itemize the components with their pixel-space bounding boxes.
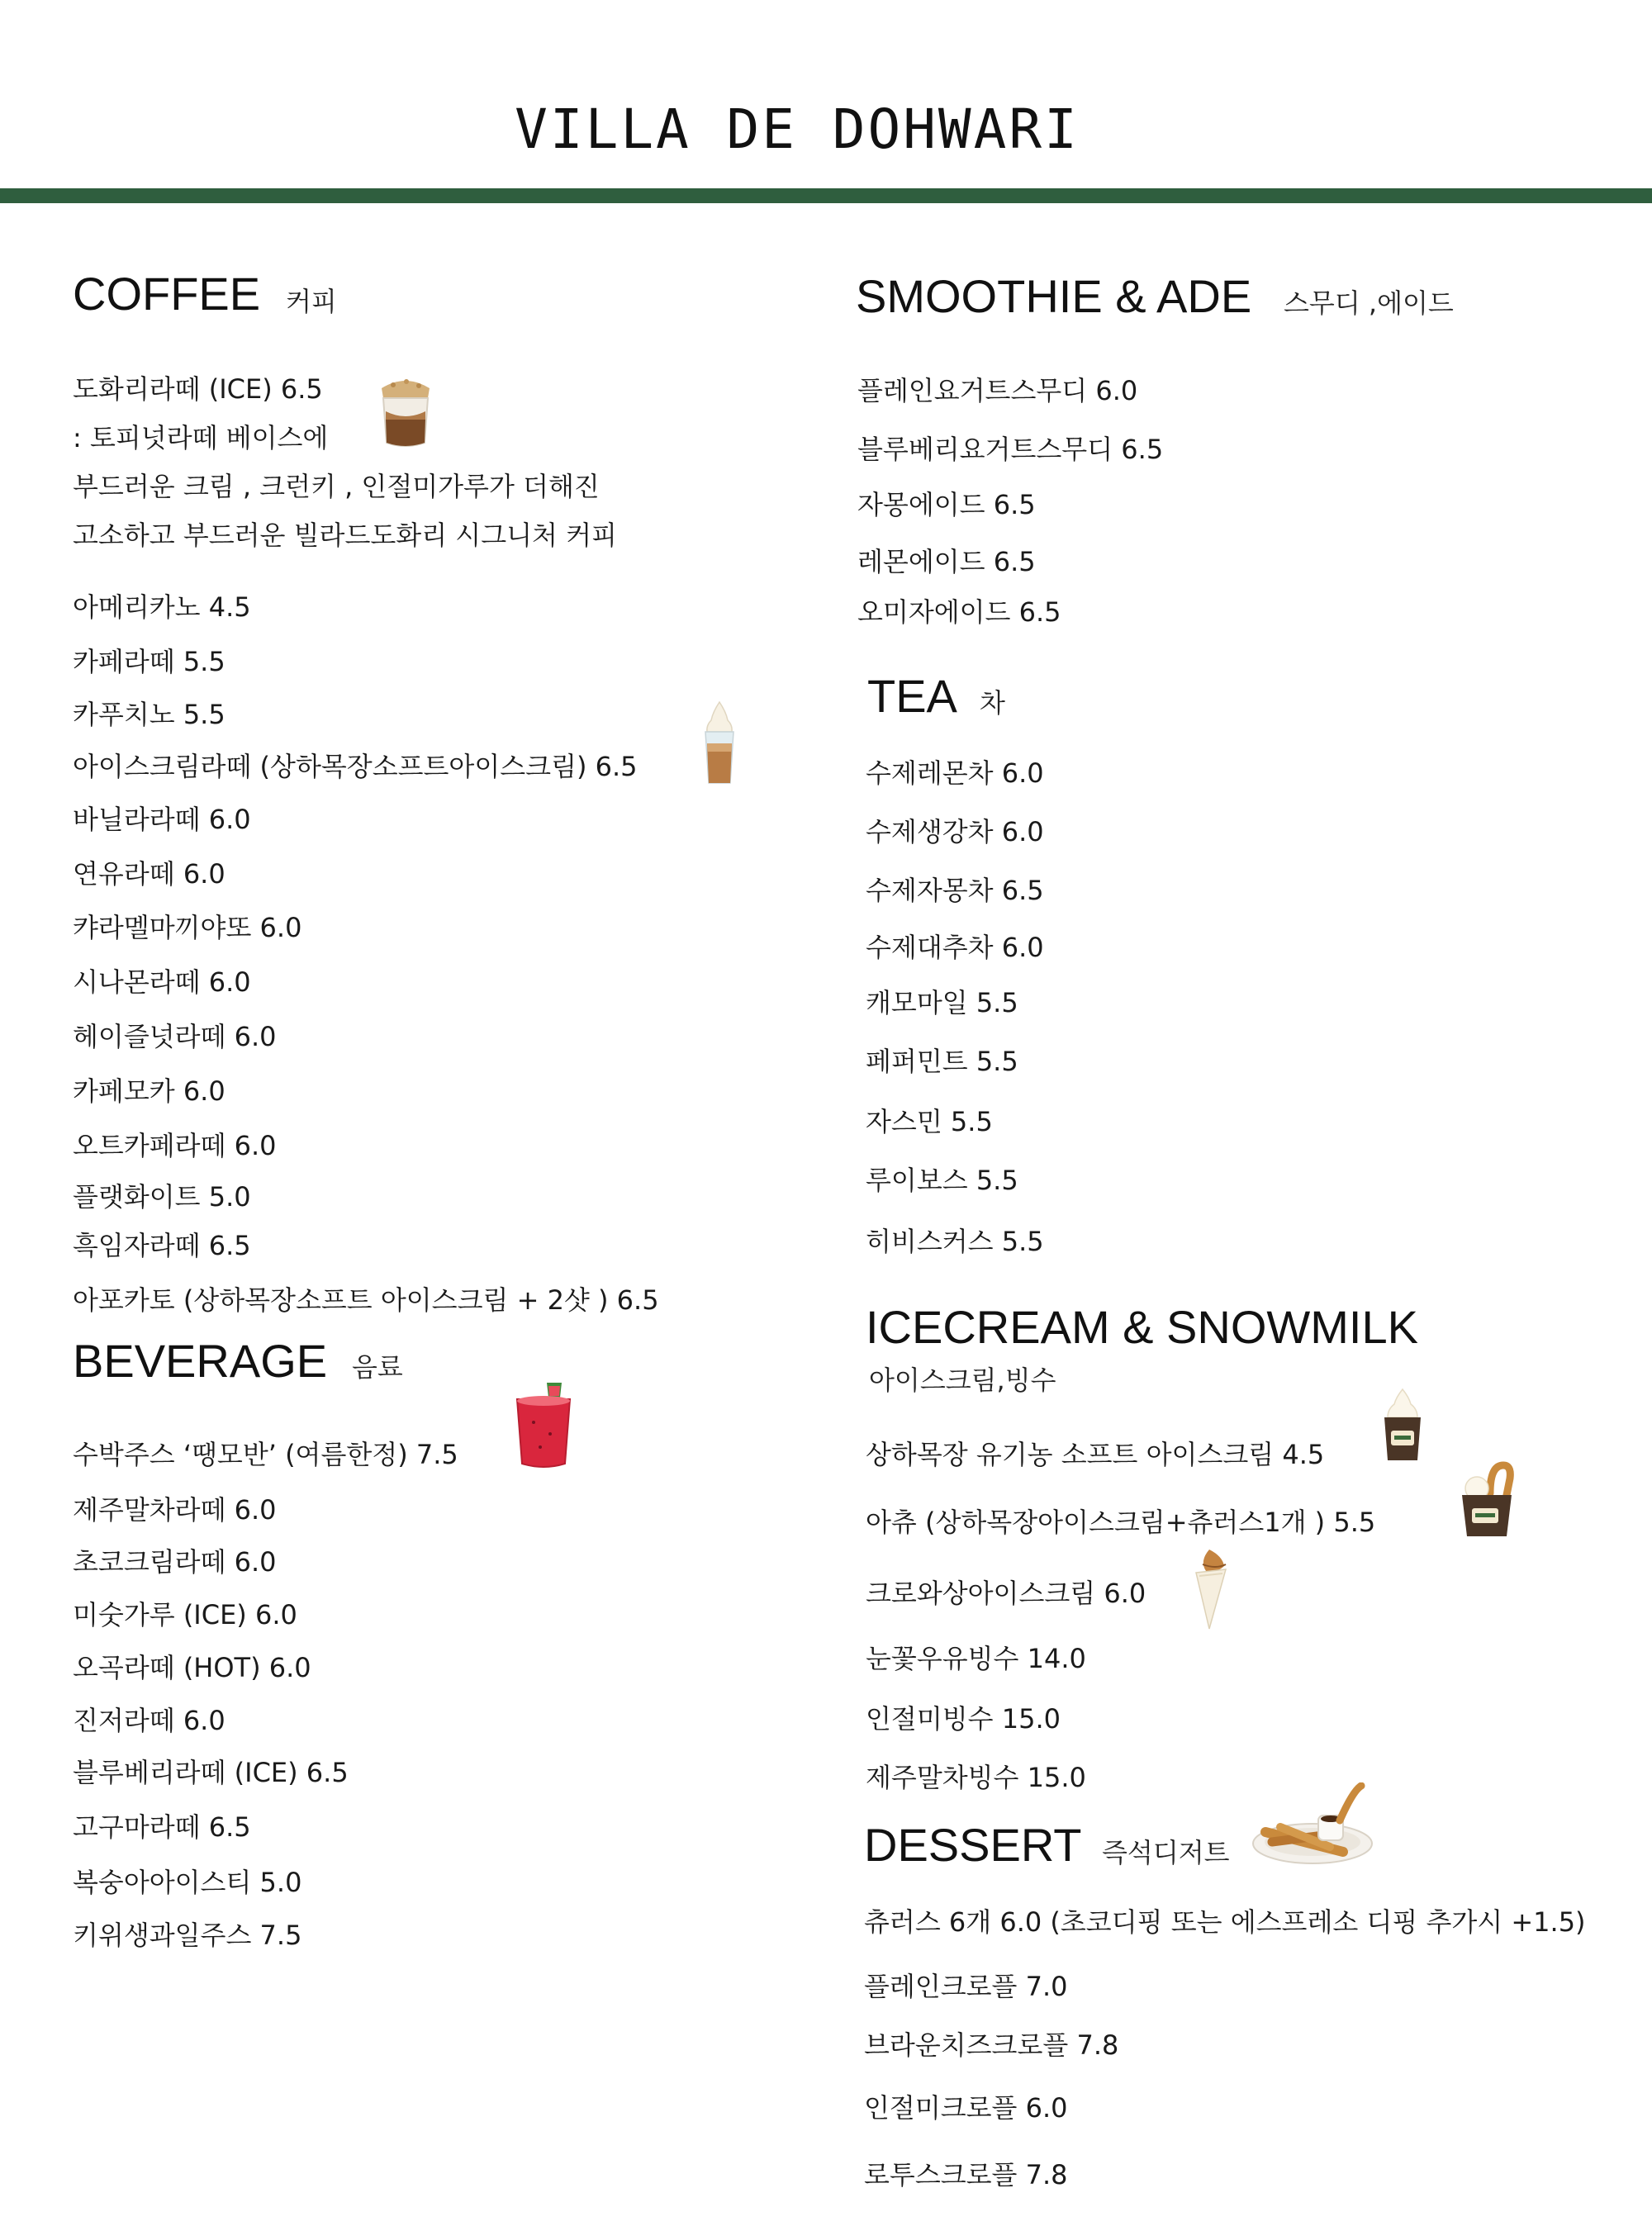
smoothie-heading-ko: 스무디 ,에이드	[1284, 287, 1454, 319]
menu-item: 바닐라라떼 6.0	[73, 804, 251, 835]
menu-item: 아메리카노 4.5	[73, 591, 251, 623]
menu-item-signature: 도화리라떼 (ICE) 6.5	[73, 373, 323, 405]
menu-item: 블루베리요거트스무디 6.5	[857, 434, 1164, 465]
menu-item: 진저라떼 6.0	[73, 1705, 225, 1736]
menu-item: 크로와상아이스크림 6.0	[866, 1578, 1146, 1609]
menu-item: 눈꽃우유빙수 14.0	[866, 1643, 1086, 1674]
menu-item: 블루베리라떼 (ICE) 6.5	[73, 1757, 349, 1788]
menu-item: 자몽에이드 6.5	[857, 489, 1036, 520]
croissant-cone-icon	[1188, 1548, 1234, 1632]
menu-item: 수제레몬차 6.0	[866, 757, 1044, 789]
page-title: VILLA DE DOHWARI	[515, 97, 1080, 161]
menu-item: 수제대추차 6.0	[866, 932, 1044, 963]
menu-item: 초코크림라떼 6.0	[73, 1546, 277, 1578]
menu-item: 키위생과일주스 7.5	[73, 1920, 302, 1951]
icecream-heading-ko: 아이스크림,빙수	[869, 1365, 1056, 1396]
menu-item: 오트카페라떼 6.0	[73, 1130, 277, 1161]
signature-desc-line: : 토피넛라떼 베이스에	[73, 422, 329, 453]
signature-desc-line: 부드러운 크림 , 크런키 , 인절미가루가 더해진	[73, 471, 600, 502]
dessert-heading: DESSERT	[864, 1819, 1082, 1871]
menu-item: 오미자에이드 6.5	[857, 596, 1061, 628]
menu-item: 고구마라떼 6.5	[73, 1811, 251, 1843]
coffee-heading-ko: 커피	[286, 286, 337, 317]
menu-item: 아포카토 (상하목장소프트 아이스크림 + 2샷 ) 6.5	[73, 1284, 659, 1316]
latte-cup-icon	[373, 370, 438, 449]
menu-item: 캐모마일 5.5	[866, 987, 1018, 1018]
tea-heading-ko: 차	[980, 687, 1005, 719]
menu-item: 루이보스 5.5	[866, 1165, 1018, 1196]
header-divider	[0, 188, 1652, 203]
menu-item: 플레인크로플 7.0	[864, 1971, 1068, 2002]
menu-item: 자스민 5.5	[866, 1106, 993, 1137]
menu-item: 수제자몽차 6.5	[866, 875, 1044, 906]
menu-item: 브라운치즈크로플 7.8	[864, 2029, 1119, 2061]
menu-item: 인절미빙수 15.0	[866, 1703, 1061, 1735]
menu-item: 상하목장 유기농 소프트 아이스크림 4.5	[866, 1439, 1325, 1470]
soft-serve-cup-icon	[1378, 1388, 1427, 1464]
signature-desc-line: 고소하고 부드러운 빌라드도화리 시그니처 커피	[73, 520, 617, 551]
menu-item: 플레인요거트스무디 6.0	[857, 375, 1138, 406]
menu-item: 수박주스 ‘땡모반’ (여름한정) 7.5	[73, 1439, 458, 1470]
menu-item: 플랫화이트 5.0	[73, 1181, 251, 1213]
menu-item: 수제생강차 6.0	[866, 816, 1044, 847]
menu-item: 헤이즐넛라떼 6.0	[73, 1021, 277, 1052]
beverage-heading-ko: 음료	[352, 1351, 403, 1383]
menu-item: 카푸치노 5.5	[73, 699, 225, 730]
menu-item: 페퍼민트 5.5	[866, 1046, 1018, 1077]
dessert-heading-ko: 즉석디저트	[1102, 1837, 1230, 1868]
menu-item: 아이스크림라떼 (상하목장소프트아이스크림) 6.5	[73, 751, 638, 782]
churros-plate-icon	[1251, 1782, 1374, 1867]
tea-heading: TEA	[867, 670, 957, 722]
menu-item: 연유라떼 6.0	[73, 858, 225, 890]
menu-item: 카페모카 6.0	[73, 1075, 225, 1107]
beverage-heading: BEVERAGE	[73, 1335, 328, 1387]
menu-item: 시나몬라떼 6.0	[73, 966, 251, 998]
churro-cup-icon	[1457, 1460, 1521, 1540]
menu-item: 복숭아아이스티 5.0	[73, 1867, 302, 1898]
menu-item: 인절미크로플 6.0	[864, 2092, 1068, 2124]
menu-item: 제주말차빙수 15.0	[866, 1762, 1086, 1793]
menu-item: 로투스크로플 7.8	[864, 2159, 1068, 2190]
watermelon-juice-icon	[510, 1381, 577, 1470]
menu-item: 흑임자라떼 6.5	[73, 1230, 251, 1261]
icecream-heading: ICECREAM & SNOWMILK	[866, 1301, 1418, 1353]
menu-item: 미숫가루 (ICE) 6.0	[73, 1599, 297, 1630]
coffee-heading: COFFEE	[73, 268, 261, 320]
menu-item: 카페라떼 5.5	[73, 646, 225, 677]
iced-latte-icon	[699, 700, 740, 786]
menu-item: 캬라멜마끼야또 6.0	[73, 912, 302, 943]
menu-item: 레몬에이드 6.5	[857, 546, 1036, 577]
smoothie-heading: SMOOTHIE & ADE	[856, 270, 1252, 322]
menu-item: 히비스커스 5.5	[866, 1226, 1044, 1257]
menu-item: 츄러스 6개 6.0 (초코디핑 또는 에스프레소 디핑 추가시 +1.5)	[864, 1906, 1586, 1938]
menu-item: 제주말차라떼 6.0	[73, 1494, 277, 1526]
menu-item: 오곡라떼 (HOT) 6.0	[73, 1652, 311, 1683]
menu-item: 아츄 (상하목장아이스크림+츄러스1개 ) 5.5	[866, 1507, 1376, 1538]
